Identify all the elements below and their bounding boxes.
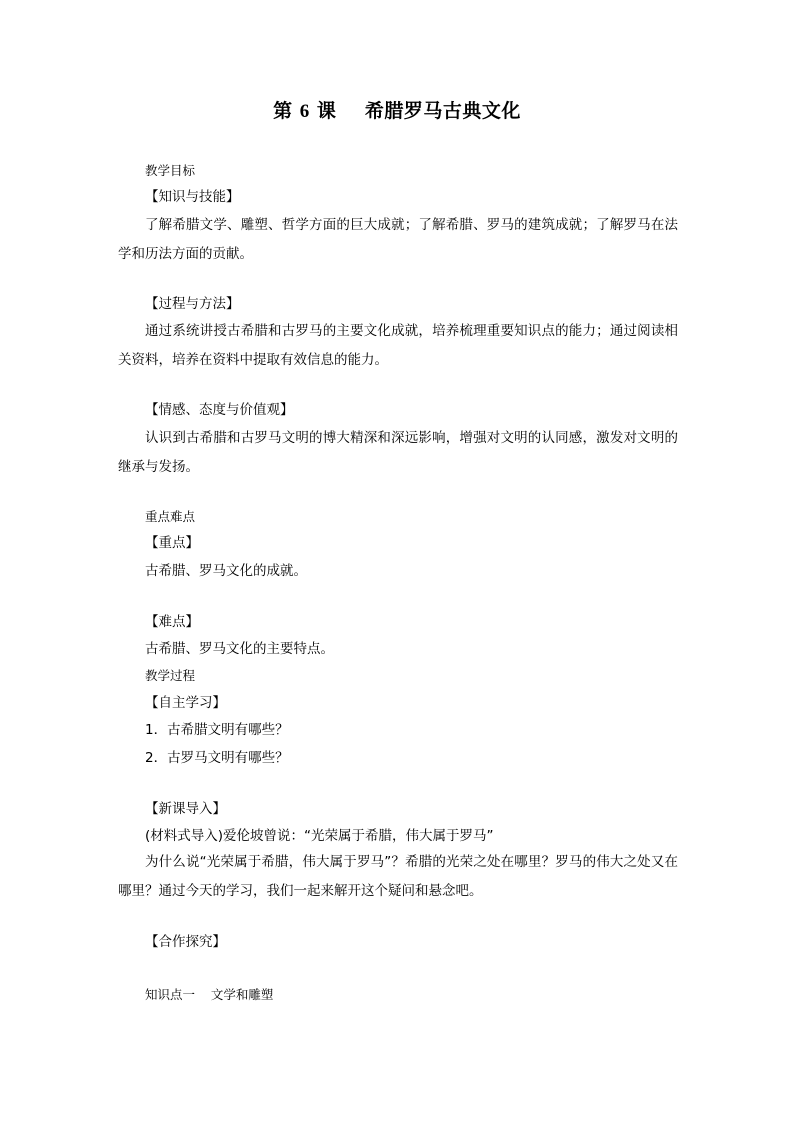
explore-heading: 【合作探究】 [145,934,226,950]
section-process: 教学过程 [145,668,196,683]
process-heading: 【过程与方法】 [145,296,240,312]
self-study-heading: 【自主学习】 [145,695,226,711]
emotion-paragraph: 认识到古希腊和古罗马文明的博大精深和深远影响，增强对文明的认同感，激发对文明的继承与发扬。 [118,430,678,475]
knowledge-paragraph: 了解希腊文学、雕塑、哲学方面的巨大成就；了解希腊、罗马的建筑成就；了解罗马在法学和历法方面的贡献。 [118,217,678,262]
key-heading: 【重点】 [145,535,199,551]
process-paragraph: 通过系统讲授古希腊和古罗马的主要文化成就，培养梳理重要知识点的能力；通过阅读相关资料，培养在资料中提取有效信息的能力。 [118,323,678,368]
difficult-text: 古希腊、罗马文化的主要特点。 [145,641,334,657]
page-title [0,98,794,125]
self-study-question-1: 1．古希腊文明有哪些？ [145,722,289,738]
knowledge-heading: 【知识与技能】 [145,189,240,205]
intro-quote-line: (材料式导入)爱伦坡曾说：“光荣属于希腊，伟大属于罗马” [145,828,494,844]
section-objectives: 教学目标 [145,163,196,178]
self-study-question-2: 2．古罗马文明有哪些？ [145,750,289,766]
difficult-heading: 【难点】 [145,614,199,630]
emotion-heading: 【情感、态度与价值观】 [145,402,294,418]
key-text: 古希腊、罗马文化的成就。 [145,563,307,579]
intro-paragraph: 为什么说“光荣属于希腊，伟大属于罗马”？希腊的光荣之处在哪里？罗马的伟大之处又在哪里？通过今天的学习，我们一起来解开这个疑问和悬念吧。 [118,854,678,899]
title-prefix: 第 [273,100,293,122]
section-keypoints: 重点难点 [145,509,196,524]
title-lesson-number: 6 [299,101,310,122]
knowledge-point-one: 知识点一 文学和雕塑 [145,987,274,1002]
intro-heading: 【新课导入】 [145,801,226,817]
title-text: 课 希腊罗马古典文化 [316,100,521,122]
